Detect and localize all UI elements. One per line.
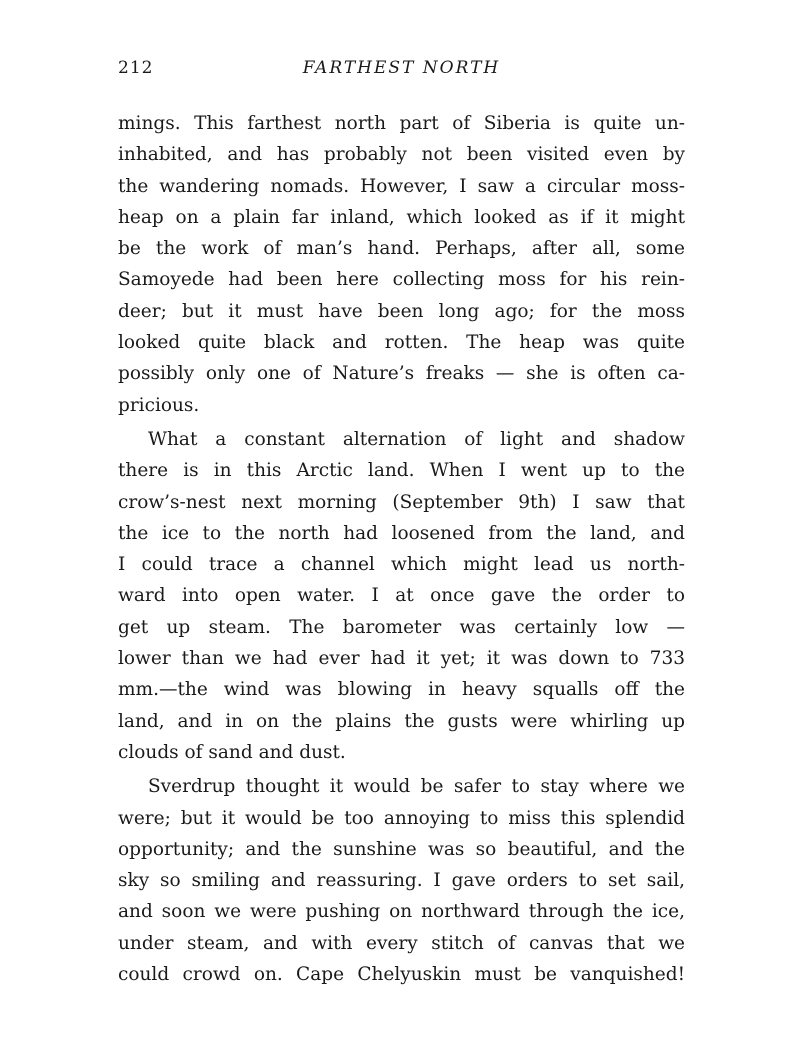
text-line: there is in this Arctic land. When I went up to the: [118, 460, 685, 482]
text-line: opportunity; and the sunshine was so beautiful, and the: [118, 838, 685, 860]
paragraph-1: [118, 108, 685, 421]
page-header: [118, 58, 685, 86]
text-line: ward into open water. I at once gave the order to: [118, 585, 685, 607]
text-line: land, and in on the plains the gusts were whirling up: [118, 710, 685, 732]
text-line: possibly only one of Nature’s freaks — she is often ca-: [118, 363, 685, 385]
text-line: crow’s-nest next morning (September 9th) I saw that: [118, 491, 685, 513]
text-line: heap on a plain far inland, which looked as if it might: [118, 206, 685, 228]
text-line: sky so smiling and reassuring. I gave orders to set sail,: [118, 870, 685, 892]
text-line: lower than we had ever had it yet; it was down to 733: [118, 648, 685, 670]
text-line: looked quite black and rotten. The heap was quite: [118, 332, 685, 354]
text-line: What a constant alternation of light and shadow: [148, 428, 685, 450]
text-line: mings. This farthest north part of Siberia is quite un-: [118, 113, 685, 134]
text-line: get up steam. The barometer was certainly low —: [118, 616, 685, 638]
text-line: were; but it would be too annoying to miss this splendid: [118, 807, 685, 829]
text-line: be the work of man’s hand. Perhaps, after all, some: [118, 238, 685, 260]
text-line: could crowd on. Cape Chelyuskin must be vanquished!: [118, 964, 685, 986]
text-line: Sverdrup thought it would be safer to stay where we: [148, 776, 685, 798]
text-line: pricious.: [118, 394, 200, 416]
text-line: clouds of sand and dust.: [118, 741, 346, 763]
text-line: the ice to the north had loosened from the land, and: [118, 522, 685, 544]
text-line: inhabited, and has probably not been visited even by: [118, 144, 685, 166]
text-line: I could trace a channel which might lead us north-: [118, 554, 685, 576]
text-line: Samoyede had been here collecting moss for his rein-: [118, 269, 685, 291]
text-line: and soon we were pushing on northward through the ice,: [118, 901, 685, 923]
paragraph-2: [118, 424, 685, 768]
paragraph-3: [118, 771, 685, 990]
running-title: FARTHEST NORTH: [302, 58, 501, 78]
text-line: mm.—the wind was blowing in heavy squalls off the: [118, 679, 685, 701]
text-line: the wandering nomads. However, I saw a circular moss-: [118, 175, 685, 197]
body-text: [118, 108, 685, 990]
page-number: 212: [118, 58, 154, 78]
text-line: under steam, and with every stitch of canvas that we: [118, 932, 685, 954]
text-line: deer; but it must have been long ago; for the moss: [118, 300, 685, 322]
